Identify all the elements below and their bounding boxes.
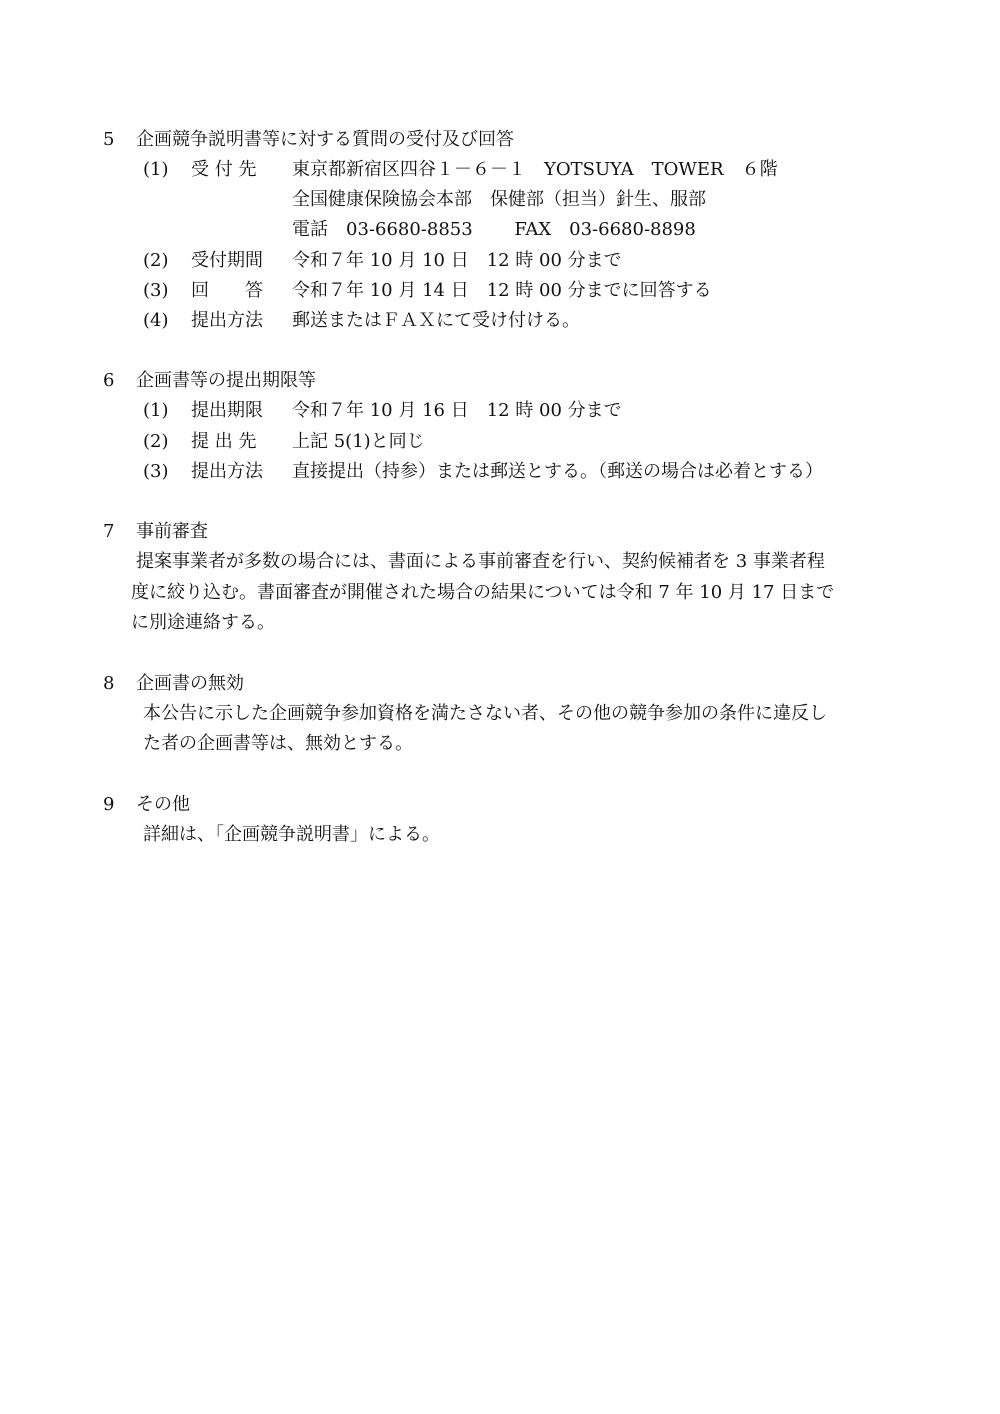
section-9-number: 9	[103, 794, 115, 815]
section-5-item-1-line-3: 電話 03-6680-8853 FAX 03-6680-8898	[292, 219, 696, 240]
section-7-body-line-2: 度に絞り込む。書面審査が開催された場合の結果については令和 7 年 10 月 17 日まで	[131, 582, 835, 603]
section-7-number: 7	[103, 521, 115, 542]
section-7-heading: 事前審査	[136, 521, 208, 542]
section-6-item-1-number: (1)	[143, 400, 169, 421]
section-8-heading: 企画書の無効	[136, 673, 244, 694]
section-5-item-3-line-1: 令和７年 10 月 14 日 12 時 00 分までに回答する	[292, 280, 712, 301]
section-6-item-1-label: 提出期限	[191, 400, 263, 421]
section-6-item-3-number: (3)	[143, 461, 169, 482]
section-6-number: 6	[103, 370, 115, 391]
section-5-item-1-label: 受 付 先	[191, 159, 257, 180]
section-7-body-line-1: 提案事業者が多数の場合には、書面による事前審査を行い、契約候補者を 3 事業者程	[136, 551, 825, 572]
section-9-body-line-1: 詳細は、「企画競争説明書」による。	[143, 824, 440, 845]
section-8-number: 8	[103, 673, 115, 694]
section-6-item-2-line-1: 上記 5(1)と同じ	[292, 431, 425, 452]
section-5-heading: 企画競争説明書等に対する質問の受付及び回答	[136, 129, 514, 150]
section-5-item-3-label: 回 答	[191, 280, 263, 301]
section-6-item-2-number: (2)	[143, 431, 169, 452]
section-5-number: 5	[103, 129, 115, 150]
section-5-item-3-number: (3)	[143, 280, 169, 301]
section-5-item-2-number: (2)	[143, 250, 169, 271]
section-6-item-2-label: 提 出 先	[191, 431, 257, 452]
section-8-body-line-1: 本公告に示した企画競争参加資格を満たさない者、その他の競争参加の条件に違反し	[143, 703, 827, 724]
section-5-item-4-label: 提出方法	[191, 310, 263, 331]
section-6-item-3-label: 提出方法	[191, 461, 263, 482]
section-6-item-1-line-1: 令和７年 10 月 16 日 12 時 00 分まで	[292, 400, 622, 421]
section-5-item-2-line-1: 令和７年 10 月 10 日 12 時 00 分まで	[292, 250, 622, 271]
section-6-item-3-line-1: 直接提出（持参）または郵送とする。（郵送の場合は必着とする）	[292, 461, 823, 482]
section-5-item-1-number: (1)	[143, 159, 169, 180]
section-5-item-2-label: 受付期間	[191, 250, 263, 271]
section-5-item-4-number: (4)	[143, 310, 169, 331]
section-5-item-1-line-2: 全国健康保険協会本部 保健部（担当）針生、服部	[292, 189, 706, 210]
section-5-item-4-line-1: 郵送またはＦＡＸにて受け付ける。	[292, 310, 580, 331]
section-8-body-line-2: た者の企画書等は、無効とする。	[143, 733, 413, 754]
section-9-heading: その他	[136, 794, 190, 815]
section-7-body-line-3: に別途連絡する。	[131, 612, 275, 633]
section-5-item-1-line-1: 東京都新宿区四谷１－６－１ YOTSUYA TOWER ６階	[292, 159, 778, 180]
section-6-heading: 企画書等の提出期限等	[136, 370, 316, 391]
